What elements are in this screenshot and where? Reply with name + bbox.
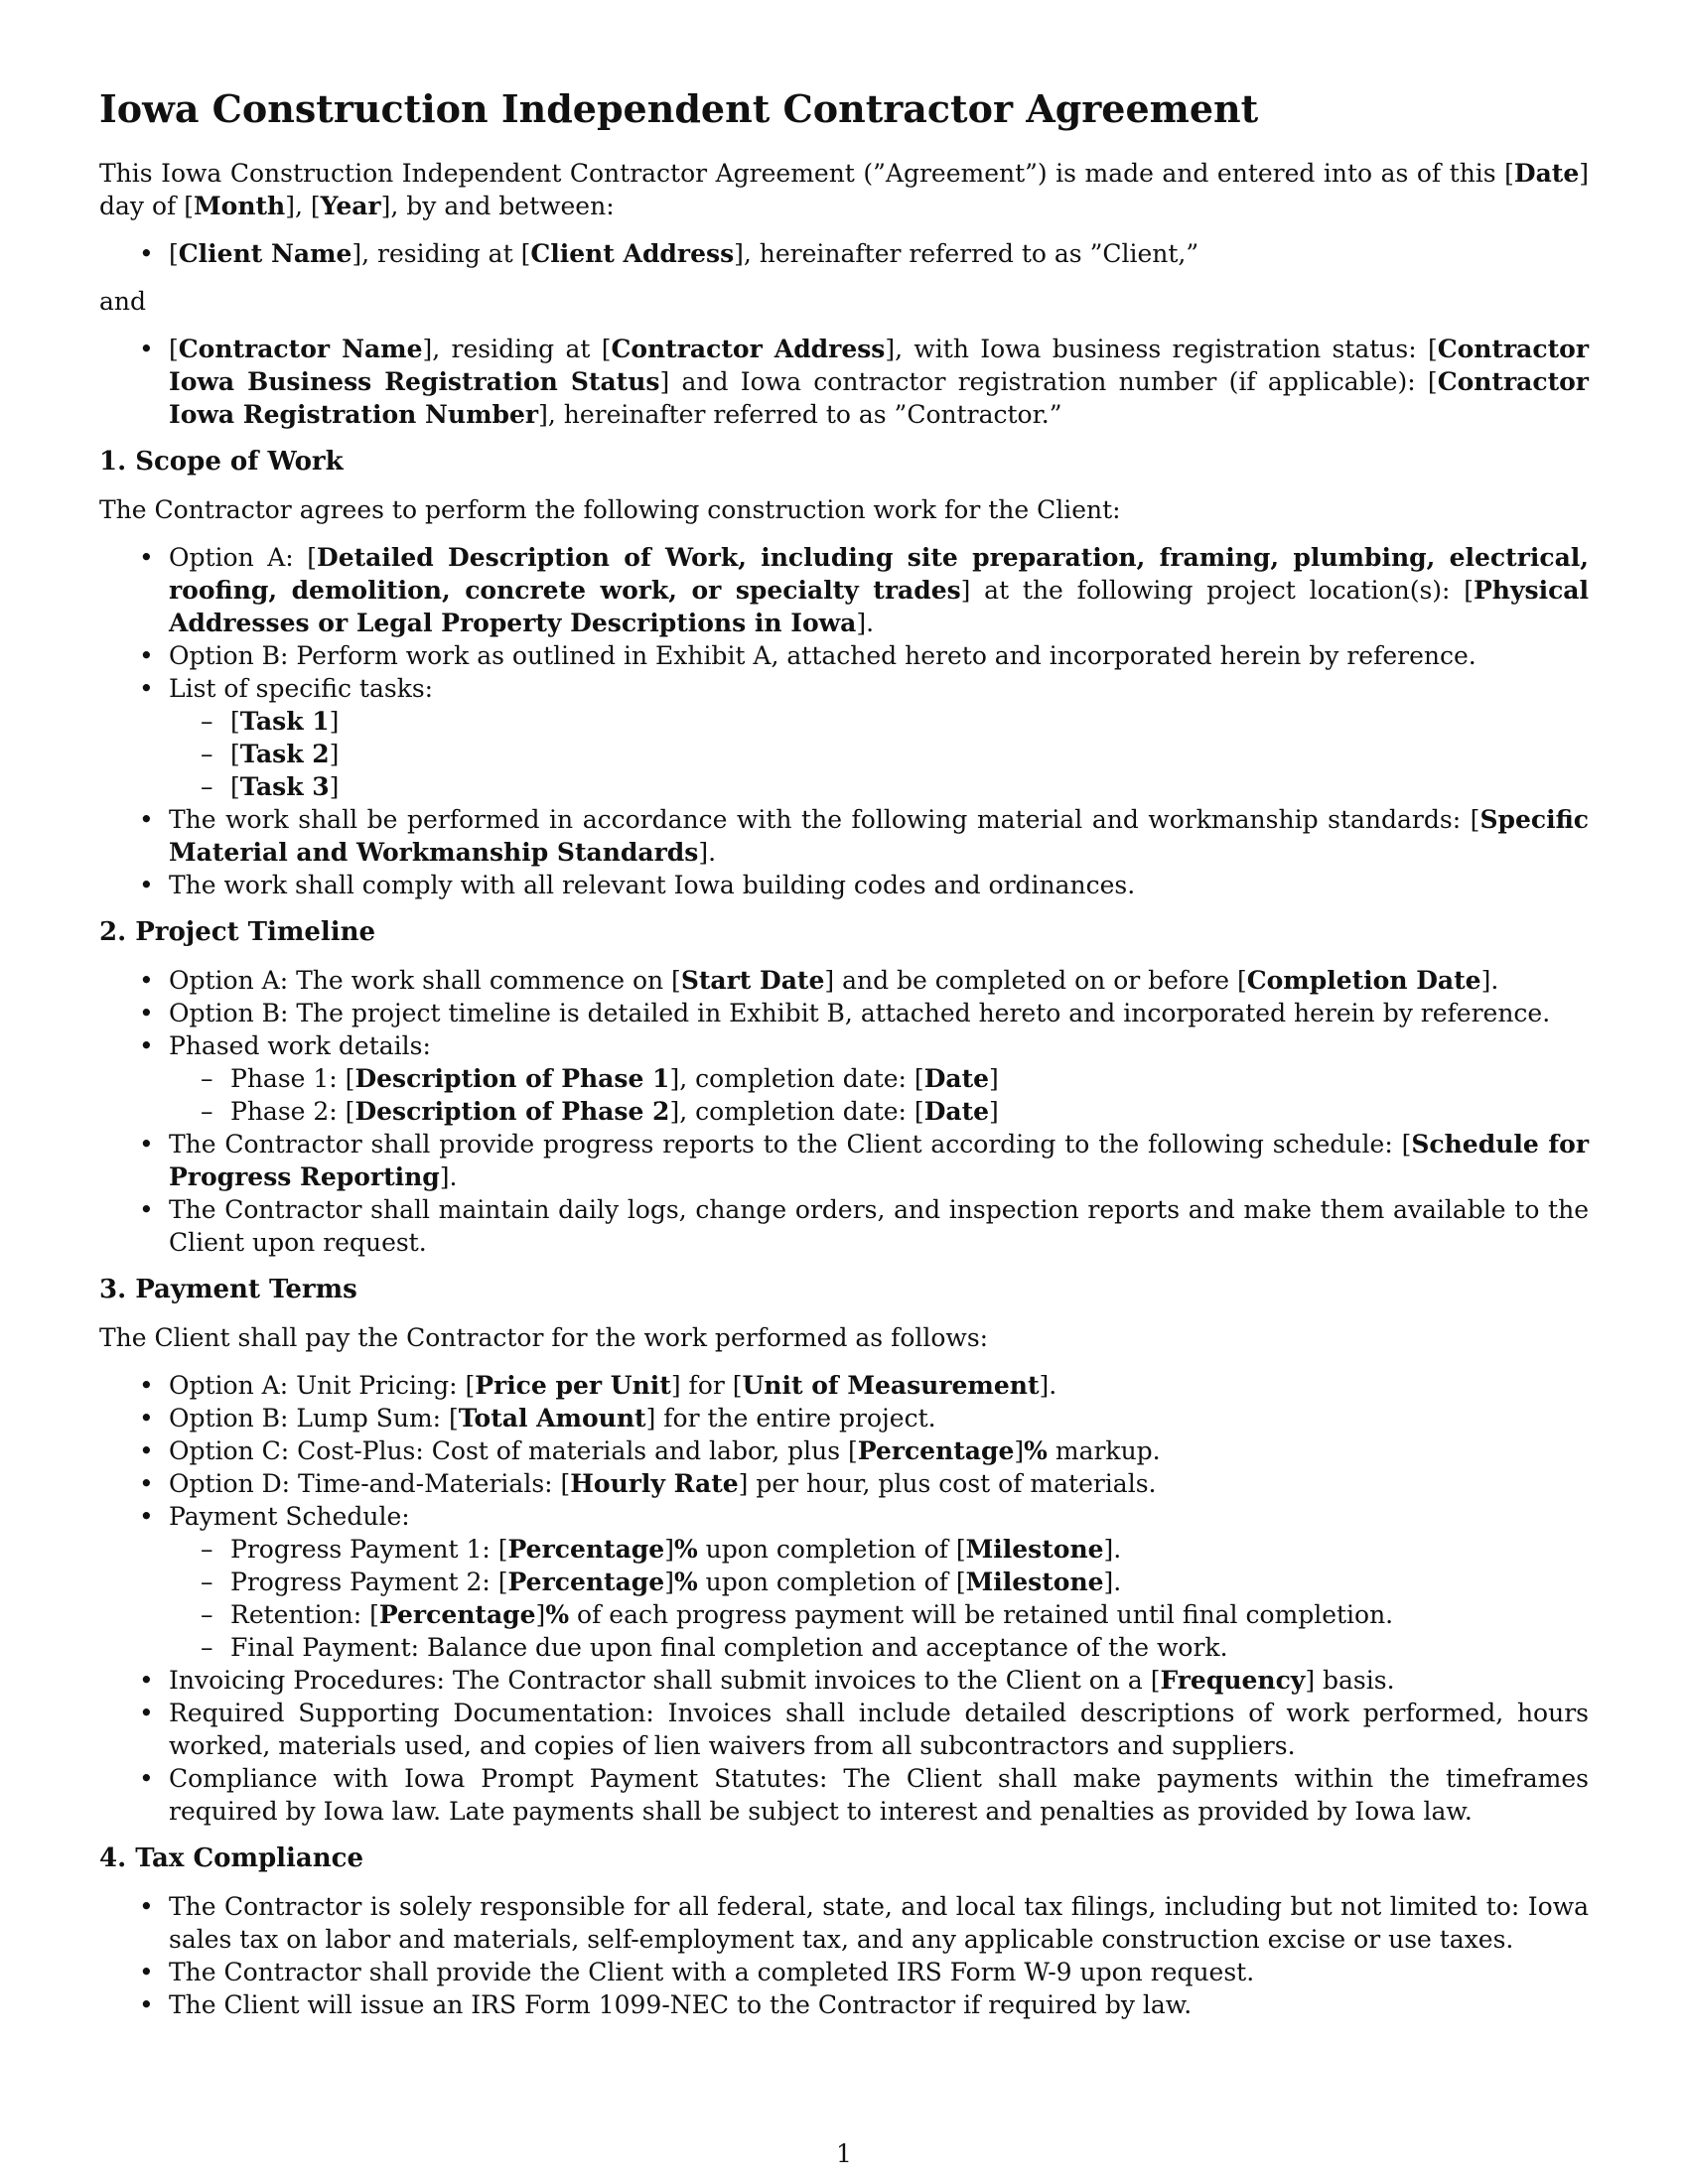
page-number: 1 bbox=[836, 2139, 852, 2168]
timeline-list bbox=[99, 964, 1589, 1259]
list-item: • The Contractor shall provide progress reports to the Client according to the following schedule: [Schedule for Progress Reporting]. bbox=[99, 1128, 1589, 1193]
list-item: • Invoicing Procedures: The Contractor shall submit invoices to the Client on a [Frequency] basis. bbox=[99, 1664, 1589, 1697]
document-title: Iowa Construction Independent Contractor Agreement bbox=[99, 86, 1259, 131]
payment-intro: The Client shall pay the Contractor for the work performed as follows: bbox=[99, 1323, 989, 1352]
phase-item: – Phase 1: [Description of Phase 1], completion date: [Date] bbox=[169, 1062, 1589, 1095]
list-item: • Phased work details: – Phase 1: [Description of Phase 1], completion date: [Date] – Phase 2: [Description of Phase 2], completion date: [Date] bbox=[99, 1029, 1589, 1128]
section-heading-timeline: 2. Project Timeline bbox=[99, 917, 376, 947]
task-item: – [Task 3] bbox=[169, 770, 1589, 803]
list-item: • Option D: Time-and-Materials: [Hourly Rate] per hour, plus cost of materials. bbox=[99, 1467, 1589, 1500]
contractor-party-item: • [Contractor Name], residing at [Contractor Address], with Iowa business registration status: [Contractor Iowa Business Registration Status] and Iowa contractor registration number (if applicable): [Contractor Iowa Registration Number], hereinafter referred to as ”Contractor.” bbox=[99, 333, 1589, 431]
list-item: • List of specific tasks: – [Task 1] – [Task 2] – [Task 3] bbox=[99, 672, 1589, 803]
list-item: • Option B: Perform work as outlined in Exhibit A, attached hereto and incorporated herein by reference. bbox=[99, 639, 1589, 672]
schedule-item: – Progress Payment 2: [Percentage]% upon completion of [Milestone]. bbox=[169, 1566, 1589, 1598]
task-list bbox=[169, 705, 1589, 803]
list-item: • The work shall comply with all relevant Iowa building codes and ordinances. bbox=[99, 869, 1589, 901]
client-party-list bbox=[99, 237, 1589, 270]
list-item: • The Contractor is solely responsible for all federal, state, and local tax filings, including but not limited to: Iowa sales tax on labor and materials, self-employment tax, and any applicable construction excise or use taxes. bbox=[99, 1890, 1589, 1956]
task-item: – [Task 1] bbox=[169, 705, 1589, 738]
list-item: • Option A: [Detailed Description of Work, including site preparation, framing, plumbing, electrical, roofing, demolition, concrete work, or specialty trades] at the following project location(s): [Physical Addresses or Legal Property Descriptions in Iowa]. bbox=[99, 541, 1589, 639]
schedule-item: – Progress Payment 1: [Percentage]% upon completion of [Milestone]. bbox=[169, 1533, 1589, 1566]
intro-paragraph: This Iowa Construction Independent Contractor Agreement (”Agreement”) is made and entered into as of this [Date] day of [Month], [Year], by and between: bbox=[99, 159, 1589, 220]
list-item: • The Contractor shall maintain daily logs, change orders, and inspection reports and make them available to the Client upon request. bbox=[99, 1193, 1589, 1259]
schedule-item: – Retention: [Percentage]% of each progress payment will be retained until final completion. bbox=[169, 1598, 1589, 1631]
list-item: • Option B: Lump Sum: [Total Amount] for the entire project. bbox=[99, 1402, 1589, 1434]
client-party-item: • [Client Name], residing at [Client Address], hereinafter referred to as ”Client,” bbox=[99, 237, 1589, 270]
list-item: • Option A: The work shall commence on [Start Date] and be completed on or before [Completion Date]. bbox=[99, 964, 1589, 997]
task-item: – [Task 2] bbox=[169, 738, 1589, 770]
scope-intro: The Contractor agrees to perform the following construction work for the Client: bbox=[99, 495, 1121, 524]
document-page bbox=[99, 85, 1589, 2036]
payment-list bbox=[99, 1369, 1589, 1828]
phase-list bbox=[169, 1062, 1589, 1128]
payment-schedule-list bbox=[169, 1533, 1589, 1664]
list-item: • Payment Schedule: – Progress Payment 1: [Percentage]% upon completion of [Milestone]. – Progress Payment 2: [Percentage]% upon completion of [Milestone]. – Retention: [Percentage]% of each progress payment will be retained until final completion. – Final Payment: Balance due upon final completion and acceptance of the work. bbox=[99, 1500, 1589, 1664]
list-item: • Option B: The project timeline is detailed in Exhibit B, attached hereto and incorporated herein by reference. bbox=[99, 997, 1589, 1029]
contractor-party-list bbox=[99, 333, 1589, 431]
schedule-item: – Final Payment: Balance due upon final completion and acceptance of the work. bbox=[169, 1631, 1589, 1664]
tax-list bbox=[99, 1890, 1589, 2021]
list-item: • Required Supporting Documentation: Invoices shall include detailed descriptions of work performed, hours worked, materials used, and copies of lien waivers from all subcontractors and suppliers. bbox=[99, 1697, 1589, 1762]
list-item: • The Client will issue an IRS Form 1099-NEC to the Contractor if required by law. bbox=[99, 1988, 1589, 2021]
and-text: and bbox=[99, 287, 147, 316]
list-item: • The Contractor shall provide the Client with a completed IRS Form W-9 upon request. bbox=[99, 1956, 1589, 1988]
section-heading-scope: 1. Scope of Work bbox=[99, 447, 344, 477]
list-item: • Option C: Cost-Plus: Cost of materials and labor, plus [Percentage]% markup. bbox=[99, 1434, 1589, 1467]
list-item: • Option A: Unit Pricing: [Price per Unit] for [Unit of Measurement]. bbox=[99, 1369, 1589, 1402]
list-item: • The work shall be performed in accordance with the following material and workmanship standards: [Specific Material and Workmanship Standards]. bbox=[99, 803, 1589, 869]
phase-item: – Phase 2: [Description of Phase 2], completion date: [Date] bbox=[169, 1095, 1589, 1128]
list-item: • Compliance with Iowa Prompt Payment Statutes: The Client shall make payments within the timeframes required by Iowa law. Late payments shall be subject to interest and penalties as provided by Iowa law. bbox=[99, 1762, 1589, 1828]
section-heading-payment: 3. Payment Terms bbox=[99, 1275, 357, 1304]
scope-list bbox=[99, 541, 1589, 901]
section-heading-tax: 4. Tax Compliance bbox=[99, 1843, 364, 1873]
